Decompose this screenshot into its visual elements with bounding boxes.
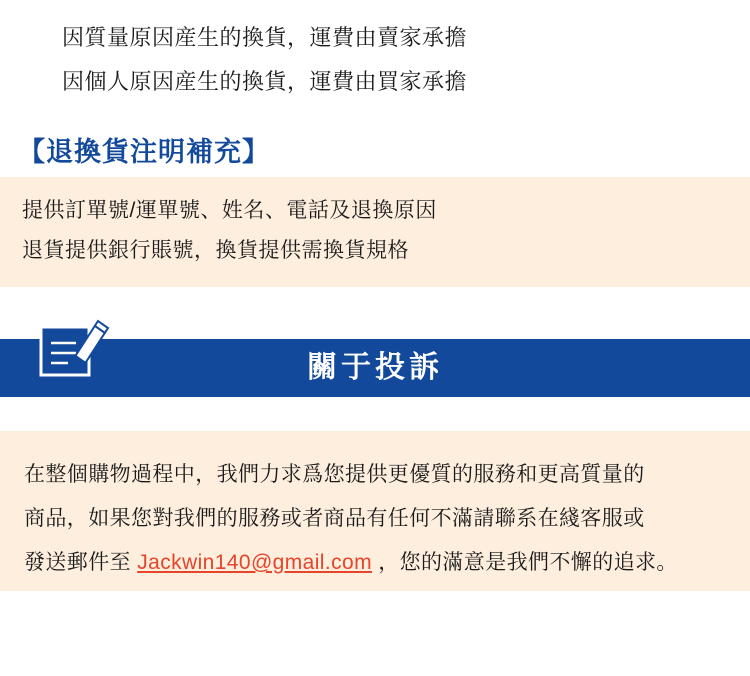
- return-policy-lines: [0, 0, 750, 104]
- complaint-line-1: 在整個購物過程中，我們力求爲您提供更優質的服務和更高質量的: [24, 463, 645, 486]
- note-line-info: 提供訂單號/運單號、姓名、電話及退換原因: [22, 199, 437, 222]
- complaint-line-3-suffix: ，您的滿意是我們不懈的追求。: [371, 551, 678, 574]
- policy-line-personal: 因個人原因産生的換貨，運費由買家承擔: [62, 69, 468, 94]
- complaint-line-2: 商品，如果您對我們的服務或者商品有任何不滿請聯系在綫客服或: [24, 507, 645, 530]
- complaint-paragraph-block: [0, 431, 750, 591]
- contact-email-link[interactable]: Jackwin140@gmail.com: [137, 551, 372, 574]
- policy-line-quality: 因質量原因産生的換貨，運費由賣家承擔: [62, 25, 468, 50]
- complaint-line-3: [0, 541, 750, 585]
- complaint-line-3-prefix: 發送郵件至: [24, 551, 138, 574]
- complaint-banner-wrap: [0, 339, 750, 397]
- pencil-note-icon: [36, 309, 110, 383]
- return-note-block: [0, 177, 750, 287]
- note-line-bank: 退貨提供銀行賬號，換貨提供需換貨規格: [22, 239, 409, 262]
- complaint-banner-title: 關于投訴: [307, 351, 443, 384]
- return-note-heading: 【退換貨注明補充】: [18, 137, 270, 167]
